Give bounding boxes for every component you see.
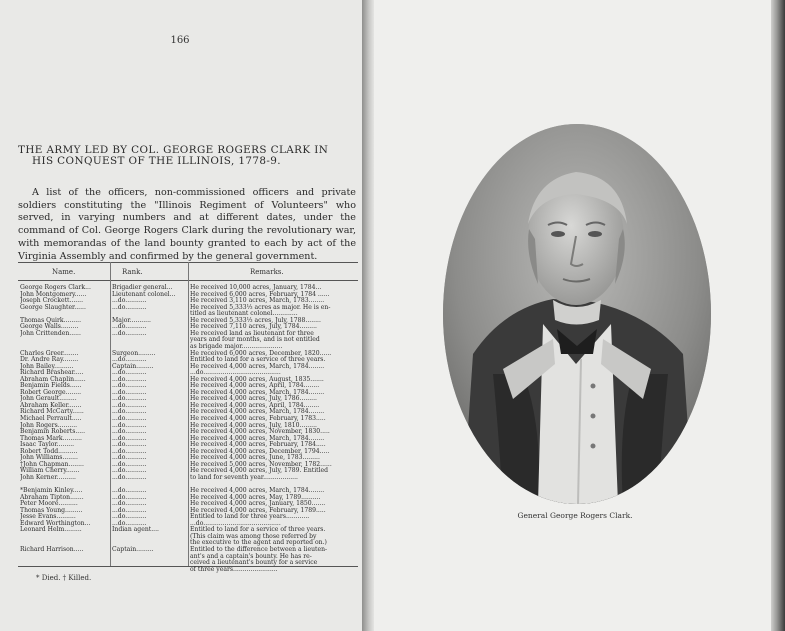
cell-remarks: He received 4,000 acres, July, 1789. Entitled bbox=[190, 467, 329, 475]
cell-name: †John Chapman........ bbox=[20, 460, 84, 468]
cell-name: John Rogers.......... bbox=[20, 421, 78, 429]
cell-rank: ...do........... bbox=[112, 454, 147, 462]
right-page bbox=[374, 0, 771, 631]
cell-name: Michael Perrault..... bbox=[20, 415, 82, 422]
cell-rank: ...do........... bbox=[112, 421, 147, 429]
cell-name: John Bailey.......... bbox=[20, 362, 74, 370]
cell-remarks: He received 4,000 acres, July, 1786......... bbox=[190, 395, 317, 403]
cell-name: Benjamin Roberts..... bbox=[20, 428, 86, 436]
cell-name: John Montgomery...... bbox=[20, 290, 87, 298]
cell-remarks: Entitled to land for a service of three years. bbox=[190, 356, 326, 364]
cell-rank: ...do........... bbox=[112, 303, 147, 311]
cell-rank: ...do........... bbox=[112, 415, 147, 422]
cell-rank: ...do........... bbox=[112, 513, 147, 521]
cell-remarks: He received 4,000 acres, April, 1784........ bbox=[190, 382, 320, 390]
cell-name: Richard Harrison..... bbox=[20, 546, 84, 553]
cell-remarks: He received 4,000 acres, December, 1794..... bbox=[190, 447, 330, 455]
cell-remarks: He received 5,000 acres, November, 1782...... bbox=[190, 460, 332, 468]
cell-remarks: titled as lieutenant colonel............. bbox=[190, 310, 298, 318]
cell-remarks: He received 4,000 acres, February, 1789..... bbox=[190, 506, 326, 514]
cell-remarks: He received 4,000 acres, August, 1835....... bbox=[190, 375, 324, 383]
cell-remarks: ...do........................................ bbox=[190, 519, 281, 527]
cell-rank: ...do........... bbox=[112, 500, 147, 508]
cell-rank: ...do........... bbox=[112, 493, 147, 501]
cell-name: Peter Moore.......... bbox=[20, 500, 78, 508]
cell-rank: ...do........... bbox=[112, 441, 147, 449]
cell-rank: ...do........... bbox=[112, 356, 147, 364]
intro-paragraph: A list of the officers, non-commissioned officers and private soldiers constituting the "Illinois Regiment of Volunteers" who served, in varying numbers and at different dates, under the command of Col. George Rogers Clark during the revolutionary war, with memorandas of the land bounty granted to each by act of the Virginia Assembly and confirmed by the general government. bbox=[18, 187, 356, 262]
cell-rank: ...do........... bbox=[112, 473, 147, 481]
cell-name: Abraham Keller....... bbox=[20, 401, 82, 409]
cell-rank: Brigadier general... bbox=[112, 284, 173, 291]
cell-name: Thomas Quirk......... bbox=[20, 316, 82, 324]
cell-rank: ...do........... bbox=[112, 401, 147, 409]
cell-name: Jesse Evans.......... bbox=[20, 513, 76, 521]
cell-remarks: He received 6,000 acres, December, 1820...... bbox=[190, 349, 332, 357]
cell-name: John Kerner.......... bbox=[20, 473, 76, 481]
cell-rank: ...do........... bbox=[112, 297, 147, 305]
cell-remarks: He received 4,000 acres, February, 1783..... bbox=[190, 415, 326, 422]
portrait-caption: General George Rogers Clark. bbox=[517, 511, 633, 520]
cell-name: *Benjamin Kinley..... bbox=[20, 487, 83, 495]
cell-remarks: He received 4,000 acres, March, 1784........ bbox=[190, 388, 325, 396]
cell-name: Abraham Chaplin...... bbox=[20, 375, 86, 383]
cell-remarks: years and four months, and is not entitled bbox=[190, 336, 320, 344]
cell-remarks: He received 4,000 acres, March, 1784........ bbox=[190, 487, 325, 495]
cell-rank: ...do........... bbox=[112, 369, 147, 377]
cell-remarks: (This claim was among those referred by bbox=[190, 532, 317, 540]
cell-name: Richard Brashear..... bbox=[20, 369, 84, 377]
cell-remarks: the executive to the agent and reported on.) bbox=[190, 539, 327, 547]
cell-name: Thomas Mark.......... bbox=[20, 434, 82, 442]
cell-rank: ...do........... bbox=[112, 388, 147, 396]
cell-name: Robert Todd.......... bbox=[20, 447, 78, 455]
cell-remarks: He received 5,333⅓ acres, July, 1788........ bbox=[190, 316, 321, 324]
cell-remarks: He received land as lieutenant for three bbox=[190, 329, 314, 337]
cell-remarks: Entitled to land for three years............ bbox=[190, 513, 310, 521]
cell-name: Thomas Young......... bbox=[20, 506, 83, 514]
cell-remarks: to land for seventh year.................. bbox=[190, 473, 298, 481]
cell-name: Leonard Helm......... bbox=[20, 526, 82, 534]
cell-name: George Walls......... bbox=[20, 323, 79, 331]
cell-remarks: He received 4,000 acres, November, 1830..... bbox=[190, 428, 330, 436]
cell-remarks: He received 4,000 acres, July, 1810......... bbox=[190, 421, 317, 429]
page-edge bbox=[771, 0, 785, 631]
cell-name: Charles Greer........ bbox=[20, 349, 79, 357]
header-rank: Rank. bbox=[122, 268, 143, 276]
cell-remarks: ...do........................................ bbox=[190, 369, 281, 377]
cell-name: William Cherry....... bbox=[20, 467, 80, 475]
cell-rank: Major........... bbox=[112, 316, 151, 324]
portrait-image bbox=[443, 124, 711, 504]
cell-remarks: Entitled to the difference between a lieuten- bbox=[190, 546, 328, 553]
title-line-1: THE ARMY LED BY COL. GEORGE ROGERS CLARK IN bbox=[18, 144, 329, 156]
cell-remarks: He received 4,000 acres, June, 1783......... bbox=[190, 454, 320, 462]
cell-remarks: He received 6,000 acres, February, 1784 ...... bbox=[190, 290, 330, 298]
book-gutter bbox=[362, 0, 374, 631]
cell-name: George Rogers Clark... bbox=[20, 284, 91, 291]
cell-rank: ...do........... bbox=[112, 506, 147, 514]
cell-rank: ...do........... bbox=[112, 447, 147, 455]
cell-name: Dr. Andre Ray........ bbox=[20, 356, 79, 364]
cell-rank: ...do........... bbox=[112, 434, 147, 442]
cell-remarks: He received 10,000 acres, January, 1784... bbox=[190, 284, 322, 291]
cell-rank: Captain......... bbox=[112, 546, 154, 553]
cell-rank: ...do........... bbox=[112, 460, 147, 468]
cell-name: Richard McCarty...... bbox=[20, 408, 84, 416]
footnote: * Died. † Killed. bbox=[36, 574, 92, 582]
header-remarks: Remarks. bbox=[250, 268, 284, 276]
cell-remarks: of three years....................... bbox=[190, 565, 278, 573]
title-line-2: HIS CONQUEST OF THE ILLINOIS, 1778-9. bbox=[32, 155, 282, 167]
cell-remarks: ceived a lieutenant's bounty for a service bbox=[190, 559, 318, 567]
cell-remarks: He received 5,333⅓ acres as major. He is en- bbox=[190, 303, 331, 311]
cell-rank: Indian agent.... bbox=[112, 526, 159, 534]
cell-remarks: Entitled to land for a service of three years. bbox=[190, 526, 326, 534]
page-number: 166 bbox=[170, 35, 190, 46]
portrait-oval bbox=[443, 124, 711, 504]
header-name: Name. bbox=[52, 268, 76, 276]
cell-name: Robert George........ bbox=[20, 388, 82, 396]
cell-remarks: He received 4,000 acres, February, 1784..... bbox=[190, 441, 326, 449]
cell-remarks: He received 4,000 acres, March, 1784........ bbox=[190, 408, 325, 416]
cell-rank: ...do........... bbox=[112, 395, 147, 403]
cell-name: Isaac Taylor......... bbox=[20, 441, 75, 449]
cell-name: John Williams........ bbox=[20, 454, 78, 462]
cell-rank: Surgeon......... bbox=[112, 349, 156, 357]
cell-name: John Gerault......... bbox=[20, 395, 77, 403]
cell-remarks: He received 3,110 acres, March, 1783........ bbox=[190, 297, 325, 305]
cell-remarks: He received 4,000 acres, May, 1789.......... bbox=[190, 493, 321, 501]
page-title bbox=[18, 145, 356, 167]
left-page bbox=[0, 0, 362, 631]
cell-rank: ...do........... bbox=[112, 323, 147, 331]
cell-rank: ...do........... bbox=[112, 329, 147, 337]
cell-name: Edward Worthington... bbox=[20, 519, 91, 527]
cell-remarks: as brigade major..................... bbox=[190, 342, 283, 350]
cell-remarks: He received 4,000 acres, April, 1784........ bbox=[190, 401, 320, 409]
cell-rank: ...do........... bbox=[112, 428, 147, 436]
cell-rank: ...do........... bbox=[112, 467, 147, 475]
cell-name: John Crittenden...... bbox=[20, 329, 81, 337]
cell-name: Abraham Tipton....... bbox=[20, 493, 84, 501]
cell-name: Benjamin Fields...... bbox=[20, 382, 82, 390]
cell-name: Joseph Crockett....... bbox=[20, 297, 84, 305]
cell-remarks: ant's and a captain's bounty. He has re- bbox=[190, 552, 312, 560]
cell-remarks: He received 4,000 acres, March, 1784........ bbox=[190, 434, 325, 442]
cell-rank: ...do........... bbox=[112, 382, 147, 390]
cell-rank: Captain......... bbox=[112, 362, 154, 370]
cell-rank: ...do........... bbox=[112, 375, 147, 383]
cell-remarks: He received 4,000 acres, March, 1784........ bbox=[190, 362, 325, 370]
cell-name: George Slaughter...... bbox=[20, 303, 86, 311]
cell-remarks: He received 4,000 acres, January, 1850....... bbox=[190, 500, 326, 508]
table-row bbox=[18, 566, 358, 573]
cell-remarks: He received 7,110 acres, July, 1784......... bbox=[190, 323, 317, 331]
cell-rank: ...do........... bbox=[112, 519, 147, 527]
cell-rank: ...do........... bbox=[112, 487, 147, 495]
cell-rank: ...do........... bbox=[112, 408, 147, 416]
cell-rank: Lieutenant colonel... bbox=[112, 290, 176, 298]
